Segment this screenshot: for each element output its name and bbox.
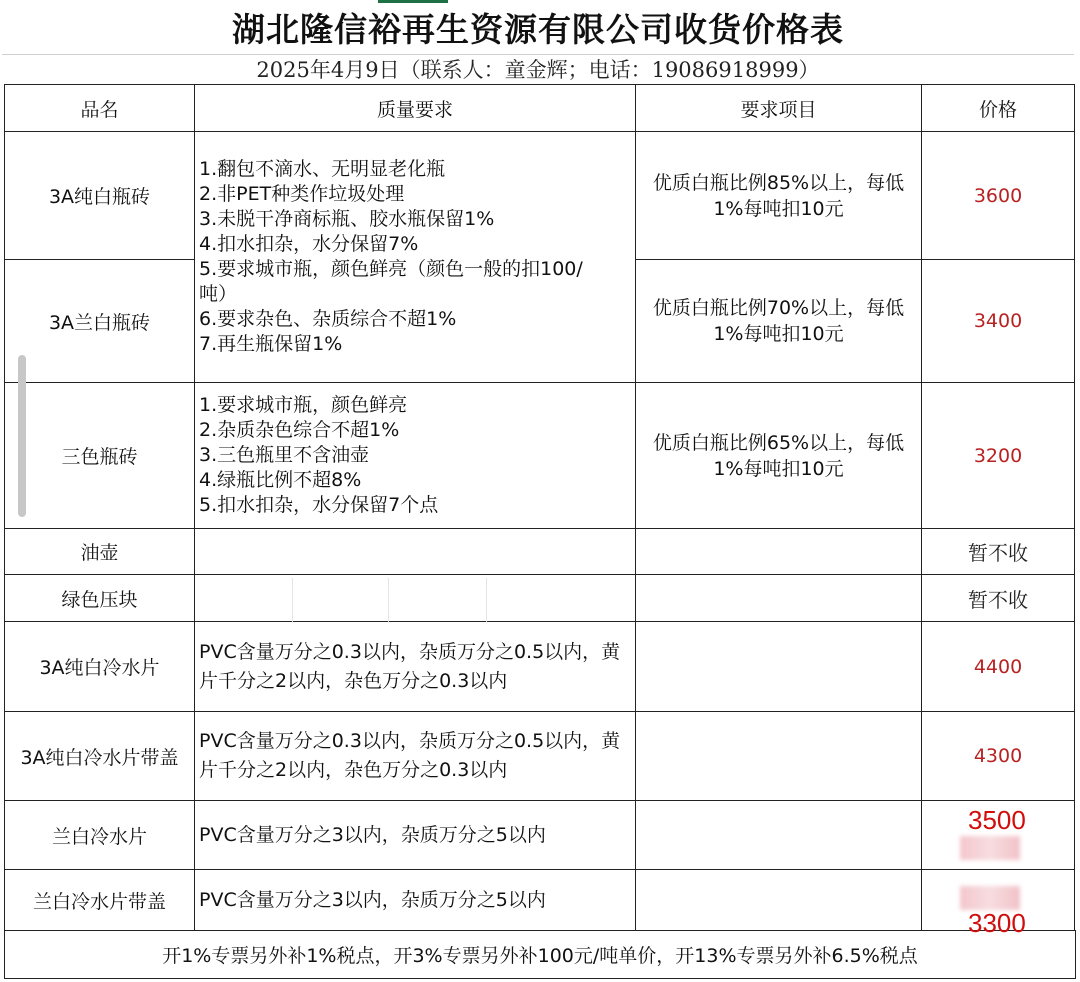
col-header-price[interactable]: 价格 bbox=[922, 85, 1075, 132]
table-row bbox=[5, 870, 1075, 931]
page-title: 湖北隆信裕再生资源有限公司收货价格表 bbox=[2, 0, 1074, 55]
faint-gridline bbox=[486, 578, 487, 623]
requirement-item-empty[interactable] bbox=[636, 575, 922, 622]
price-sheet bbox=[2, 0, 1074, 980]
table-row bbox=[5, 132, 1075, 260]
table-row bbox=[5, 622, 1075, 712]
requirement-item-empty[interactable] bbox=[636, 622, 922, 712]
faint-gridline bbox=[388, 578, 389, 623]
col-header-item[interactable]: 要求项目 bbox=[636, 85, 922, 132]
product-name[interactable]: 3A兰白瓶砖 bbox=[5, 260, 195, 383]
table-row bbox=[5, 712, 1075, 801]
faint-gridline bbox=[292, 578, 293, 623]
product-name[interactable]: 3A纯白冷水片 bbox=[5, 622, 195, 712]
footer-note: 开1%专票另外补1%税点，开3%专票另外补100元/吨单价，开13%专票另外补6.5%税点 bbox=[4, 930, 1076, 979]
quality-cell-empty[interactable] bbox=[195, 575, 636, 622]
table-row bbox=[5, 801, 1075, 870]
blur-patch bbox=[960, 886, 1020, 910]
product-name[interactable]: 绿色压块 bbox=[5, 575, 195, 622]
requirement-item-empty[interactable] bbox=[636, 712, 922, 801]
quality-line: 2.非PET种类作垃圾处理 bbox=[199, 183, 405, 205]
requirement-item[interactable]: 优质白瓶比例70%以上，每低1%每吨扣10元 bbox=[636, 260, 922, 383]
quality-line: 5.要求城市瓶，颜色鲜亮（颜色一般的扣100/ bbox=[199, 258, 583, 280]
blur-patch bbox=[960, 836, 1020, 860]
quality-line: 6.要求杂色、杂质综合不超1% bbox=[199, 308, 457, 330]
requirement-item[interactable]: 优质白瓶比例85%以上，每低1%每吨扣10元 bbox=[636, 132, 922, 260]
quality-cell[interactable]: PVC含量万分之0.3以内，杂质万分之0.5以内，黄片千分之2以内，杂色万分之0.3以内 bbox=[195, 622, 636, 712]
requirement-item-empty[interactable] bbox=[636, 801, 922, 870]
quality-line: 2.杂质杂色综合不超1% bbox=[199, 419, 400, 441]
quality-cell[interactable] bbox=[195, 383, 636, 529]
price-cell[interactable]: 3400 bbox=[922, 260, 1075, 383]
price-cell[interactable]: 3200 bbox=[922, 383, 1075, 529]
overlay-price: 3500 bbox=[968, 805, 1026, 835]
quality-line: 3.未脱干净商标瓶、胶水瓶保留1% bbox=[199, 208, 495, 230]
product-name[interactable]: 3A纯白冷水片带盖 bbox=[5, 712, 195, 801]
quality-line: 4.扣水扣杂，水分保留7% bbox=[199, 233, 419, 255]
requirement-item-empty[interactable] bbox=[636, 870, 922, 931]
col-header-name[interactable]: 品名 bbox=[5, 85, 195, 132]
quality-cell[interactable]: PVC含量万分之3以内，杂质万分之5以内 bbox=[195, 801, 636, 870]
price-cell[interactable]: 4300 bbox=[922, 712, 1075, 801]
quality-cell[interactable]: PVC含量万分之0.3以内，杂质万分之0.5以内，黄片千分之2以内，杂色万分之0.3以内 bbox=[195, 712, 636, 801]
quality-line: 1.翻包不滴水、无明显老化瓶 bbox=[199, 158, 446, 180]
quality-cell[interactable]: PVC含量万分之3以内，杂质万分之5以内 bbox=[195, 870, 636, 931]
price-cell[interactable]: 暂不收 bbox=[922, 529, 1075, 575]
quality-cell[interactable] bbox=[195, 132, 636, 383]
quality-line: 1.要求城市瓶，颜色鲜亮 bbox=[199, 394, 408, 416]
col-header-quality[interactable]: 质量要求 bbox=[195, 85, 636, 132]
price-cell[interactable]: 4400 bbox=[922, 622, 1075, 712]
product-name[interactable]: 3A纯白瓶砖 bbox=[5, 132, 195, 260]
table-header-row bbox=[5, 85, 1075, 132]
product-name[interactable]: 兰白冷水片带盖 bbox=[5, 870, 195, 931]
quality-cell-empty[interactable] bbox=[195, 529, 636, 575]
quality-line: 5.扣水扣杂，水分保留7个点 bbox=[199, 494, 439, 516]
requirement-item-empty[interactable] bbox=[636, 529, 922, 575]
product-name[interactable]: 三色瓶砖 bbox=[5, 383, 195, 529]
quality-line: 4.绿瓶比例不超8% bbox=[199, 469, 362, 491]
scrollbar-thumb[interactable] bbox=[18, 355, 26, 517]
quality-line: 吨） bbox=[199, 283, 238, 305]
overlay-price: 3300 bbox=[968, 908, 1026, 938]
requirement-item[interactable]: 优质白瓶比例65%以上，每低1%每吨扣10元 bbox=[636, 383, 922, 529]
quality-line: 7.再生瓶保留1% bbox=[199, 333, 343, 355]
table-row bbox=[5, 575, 1075, 622]
price-cell[interactable]: 3600 bbox=[922, 132, 1075, 260]
price-table bbox=[4, 84, 1075, 931]
table-row bbox=[5, 529, 1075, 575]
table-row bbox=[5, 383, 1075, 529]
product-name[interactable]: 兰白冷水片 bbox=[5, 801, 195, 870]
price-cell[interactable]: 暂不收 bbox=[922, 575, 1075, 622]
page-subtitle: 2025年4月9日（联系人：童金辉；电话：19086918999） bbox=[256, 58, 820, 82]
quality-line: 3.三色瓶里不含油壶 bbox=[199, 444, 370, 466]
product-name[interactable]: 油壶 bbox=[5, 529, 195, 575]
